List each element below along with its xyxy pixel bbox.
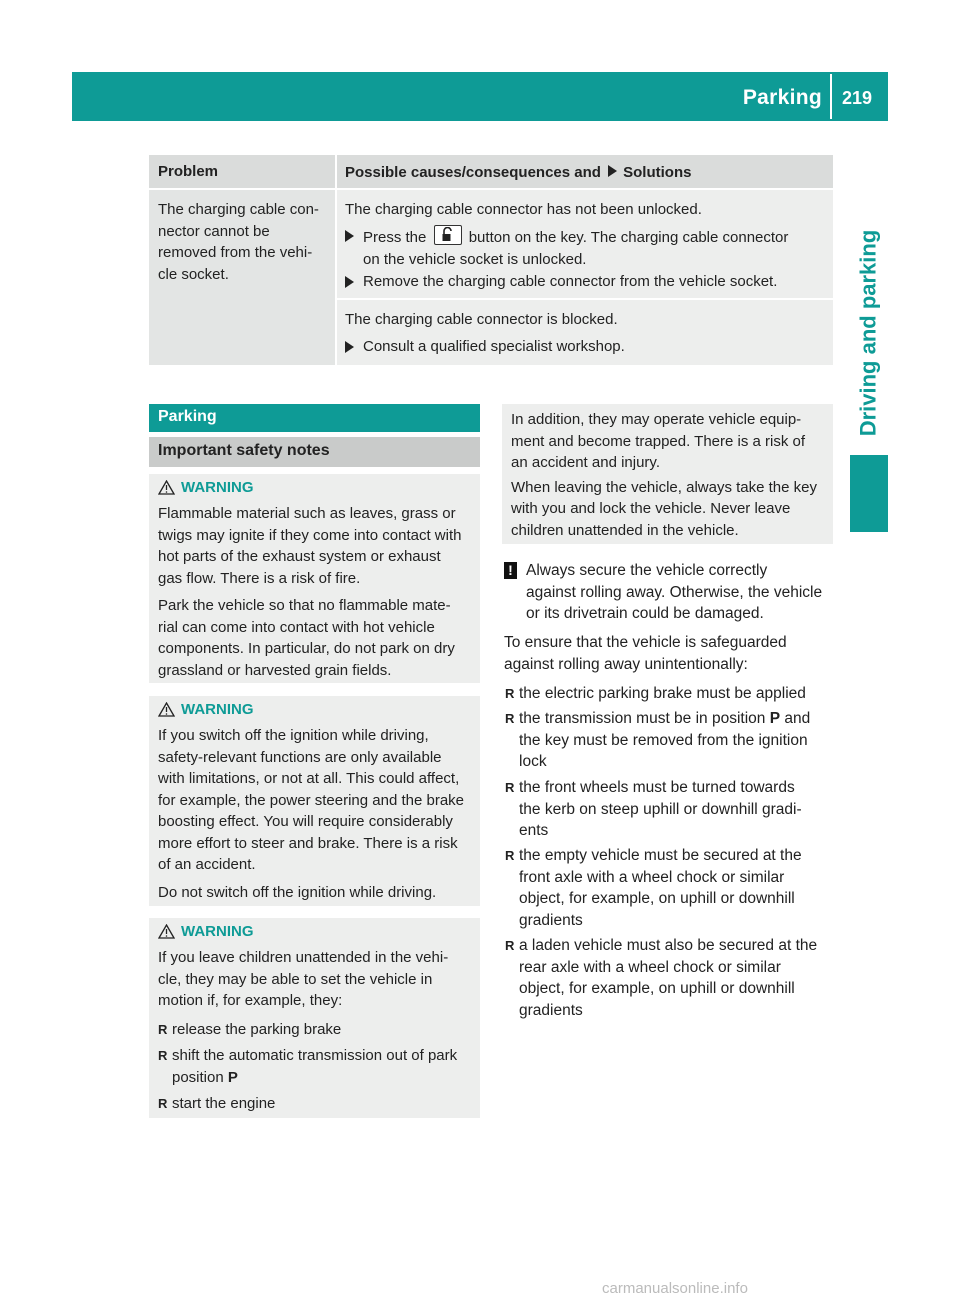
step-press-unlock: Press the button on the key. The charging cable connector on the vehicle socket is unlocked. xyxy=(345,225,788,270)
warning-triangle-icon xyxy=(158,924,175,939)
table-cell-problem: The charging cable con- nector cannot be removed from the vehi- cle socket. xyxy=(149,190,335,365)
step-remove-connector: Remove the charging cable connector from the vehicle socket. xyxy=(345,271,777,293)
table-header-problem: Problem xyxy=(149,155,335,188)
step-consult-workshop: Consult a qualified specialist workshop. xyxy=(345,336,625,358)
table-cell-solution-1: The charging cable connector has not been unlocked. Press the button on the key. The charging cable connector on the vehicle socket is unlocked. Remove the charging cable connector from the vehicle socket. xyxy=(337,190,833,298)
exclamation-icon: ! xyxy=(504,562,517,579)
side-tab-block xyxy=(850,455,888,532)
warning-triangle-icon xyxy=(158,480,175,495)
header-title: Parking xyxy=(742,86,822,109)
side-tab-label: Driving and parking xyxy=(855,229,880,437)
list-item: R the empty vehicle must be secured at the front axle with a wheel chock or similar object, for example, on uphill or downhill gradients xyxy=(505,845,802,931)
notice-paragraph: ! Always secure the vehicle correctly against rolling away. Otherwise, the vehicle or its drivetrain could be damaged. xyxy=(504,560,834,625)
arrow-right-icon xyxy=(608,165,617,177)
list-item: R the electric parking brake must be applied xyxy=(505,683,806,705)
list-item: R the front wheels must be turned towards the kerb on steep uphill or downhill gradi- ents xyxy=(505,777,802,842)
warning-heading: WARNING xyxy=(158,923,254,940)
watermark: carmanualsonline.info xyxy=(602,1280,748,1297)
warning-heading: WARNING xyxy=(158,701,254,718)
list-item: R shift the automatic transmission out of park position P xyxy=(158,1045,457,1088)
warning-triangle-icon xyxy=(158,702,175,717)
warning-box-ignition: WARNING If you switch off the ignition while driving, safety-relevant functions are only available with limitations, or not at all. This could affect, for example, the power steering and the brake boosting effect. You will require considerably more effort to steer and brake. There is a risk of an accident. Do not switch off the ignition while driving. xyxy=(149,696,480,906)
arrow-right-icon xyxy=(345,276,354,288)
page-number: 219 xyxy=(842,88,873,108)
header-separator xyxy=(830,74,832,119)
arrow-right-icon xyxy=(345,341,354,353)
table-header-solutions: Possible causes/consequences and Solutions xyxy=(337,155,833,188)
list-item: R start the engine xyxy=(158,1093,275,1115)
list-item: R a laden vehicle must also be secured at the rear axle with a wheel chock or similar object, for example, on uphill or downhill gradients xyxy=(505,935,817,1021)
section-title-parking: Parking xyxy=(149,404,480,432)
intro-paragraph: To ensure that the vehicle is safeguarded against rolling away unintentionally: xyxy=(504,634,787,673)
list-item: R the transmission must be in position P and the key must be removed from the ignition lock xyxy=(505,708,810,773)
arrow-right-icon xyxy=(345,230,354,242)
subsection-title-safety: Important safety notes xyxy=(149,437,480,467)
table-cell-solution-2: The charging cable connector is blocked. Consult a qualified specialist workshop. xyxy=(337,300,833,365)
warning-box-fire: WARNING Flammable material such as leaves, grass or twigs may ignite if they come into contact with hot parts of the exhaust system or exhaust gas flow. There is a risk of fire. Park the vehicle so that no flammable mate- rial can come into contact with hot vehicle components. In particular, do not park on dry grassland or harvested grain fields. xyxy=(149,474,480,683)
warning-heading: WARNING xyxy=(158,479,254,496)
unlock-key-icon xyxy=(434,225,462,245)
warning-box-children: WARNING If you leave children unattended in the vehi- cle, they may be able to set the vehicle in motion if, for example, they: R release the parking brake R shift the automatic transmission out of park position P R start the engine xyxy=(149,918,480,1118)
warning-box-continued: In addition, they may operate vehicle equip- ment and become trapped. There is a risk of an accident and injury. When leaving the vehicle, always take the key with you and lock the vehicle. Never leave children unattended in the vehicle. xyxy=(502,404,833,544)
list-item: R release the parking brake xyxy=(158,1019,341,1041)
